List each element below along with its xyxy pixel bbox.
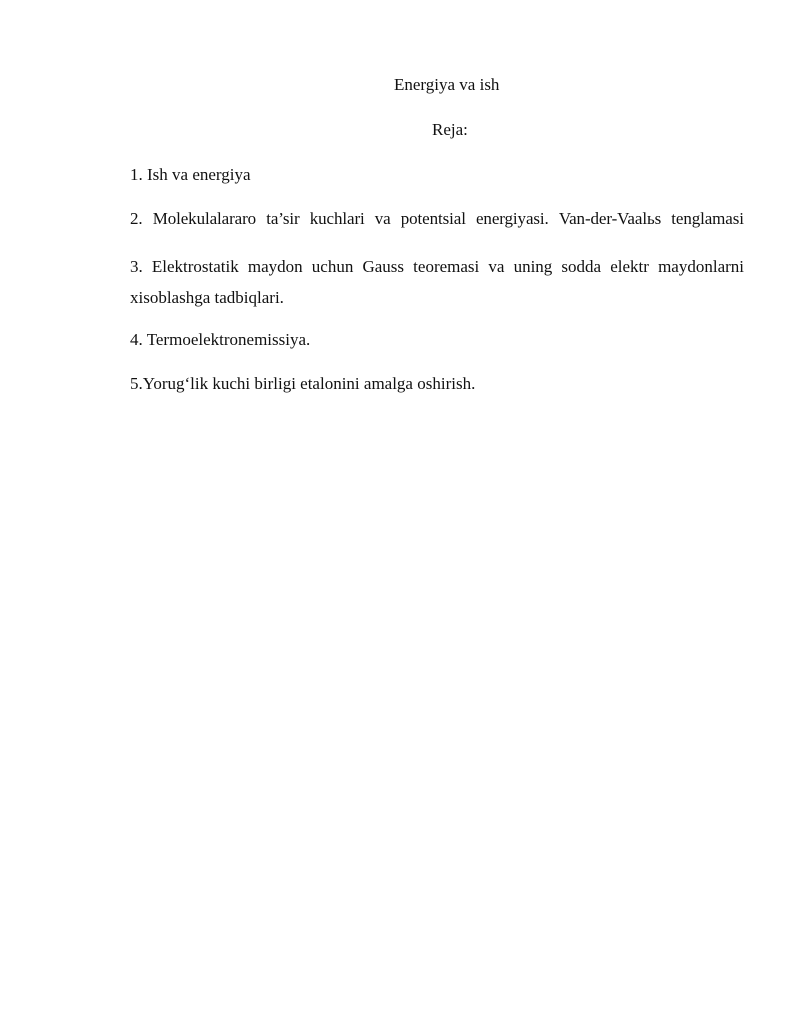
plan-item-2-word: Molekulalararo — [152, 209, 257, 228]
plan-item-2 — [130, 206, 744, 232]
plan-item-2-number: 2. — [130, 209, 143, 228]
plan-item-2-word: ta’sir — [266, 209, 300, 228]
plan-item-2-word: va — [374, 209, 391, 228]
plan-item-2-word: potentsial — [400, 209, 466, 228]
plan-item-2-word: kuchlari — [309, 209, 365, 228]
plan-item-4: 4. Termoelektronemissiya. — [130, 330, 311, 349]
plan-item-1: 1. Ish va energiya — [130, 165, 251, 184]
plan-heading: Reja: — [432, 120, 468, 139]
document-title: Energiya va ish — [394, 75, 500, 94]
plan-item-2-word: Van-der-Vaalьs — [558, 209, 662, 228]
plan-item-3: 3. Elektrostatik maydon uchun Gauss teoremasi va uning sodda elektr maydonlarni xisoblashga tadbiqlari. — [130, 257, 744, 307]
plan-item-2-word: energiyasi. — [475, 209, 549, 228]
plan-item-2-word: tenglamasi — [671, 209, 744, 228]
plan-item-5: 5.Yorug‘lik kuchi birligi etalonini amalga oshirish. — [130, 374, 476, 393]
